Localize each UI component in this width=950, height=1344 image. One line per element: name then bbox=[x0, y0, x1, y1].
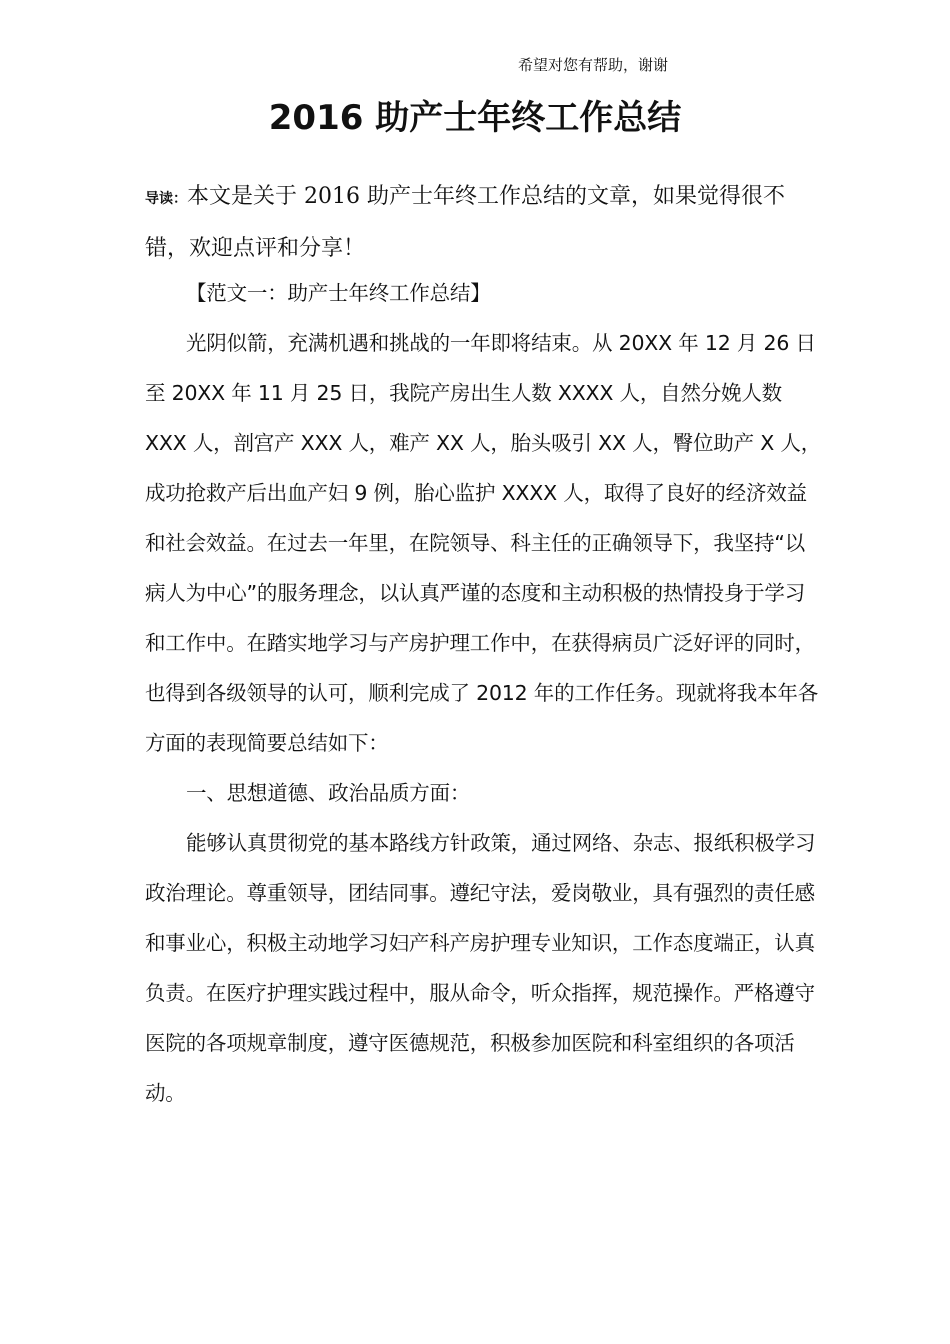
article-body bbox=[145, 268, 823, 1118]
document-title: 2016 助产士年终工作总结 bbox=[268, 98, 682, 138]
header-note: 希望对您有帮助，谢谢 bbox=[518, 56, 669, 74]
section-heading: 【范文一：助产士年终工作总结】 bbox=[186, 281, 491, 305]
intro-label: 导读： bbox=[145, 191, 187, 207]
paragraph: 能够认真贯彻党的基本路线方针政策，通过网络、杂志、报纸积极学习政治理论。尊重领导，团结同事。遵纪守法，爱岗敬业，具有强烈的责任感和事业心，积极主动地学习妇产科产房护理专业知识，工作态度端正，认真负责。在医疗护理实践过程中，服从命令，听众指挥，规范操作。严格遵守医院的各项规章制度，遵守医德规范，积极参加医院和科室组织的各项活动。 bbox=[145, 831, 816, 1105]
subsection-heading: 一、思想道德、政治品质方面： bbox=[186, 781, 471, 805]
intro-text: 本文是关于 2016 助产士年终工作总结的文章，如果觉得很不错，欢迎点评和分享！ bbox=[145, 184, 785, 261]
intro-block bbox=[145, 172, 825, 274]
paragraph: 光阴似箭，充满机遇和挑战的一年即将结束。从 20XX 年 12 月 26 日至 20XX 年 11 月 25 日，我院产房出生人数 XXXX 人，自然分娩人数 XXX 人，剖宫产 XXX 人，难产 XX 人，胎头吸引 XX 人，臀位助产 X 人，成功抢救产后出血产妇 9 例，胎心监护 XXXX 人，取得了良好的经济效益和社会效益。在过去一年里，在院领导、科主任的正确领导下，我坚持“以病人为中心”的服务理念，以认真严谨的态度和主动积极的热情投身于学习和工作中。在踏实地学习与产房护理工作中，在获得病员广泛好评的同时，也得到各级领导的认可，顺利完成了 2012 年的工作任务。现就将我本年各方面的表现简要总结如下： bbox=[145, 331, 822, 755]
